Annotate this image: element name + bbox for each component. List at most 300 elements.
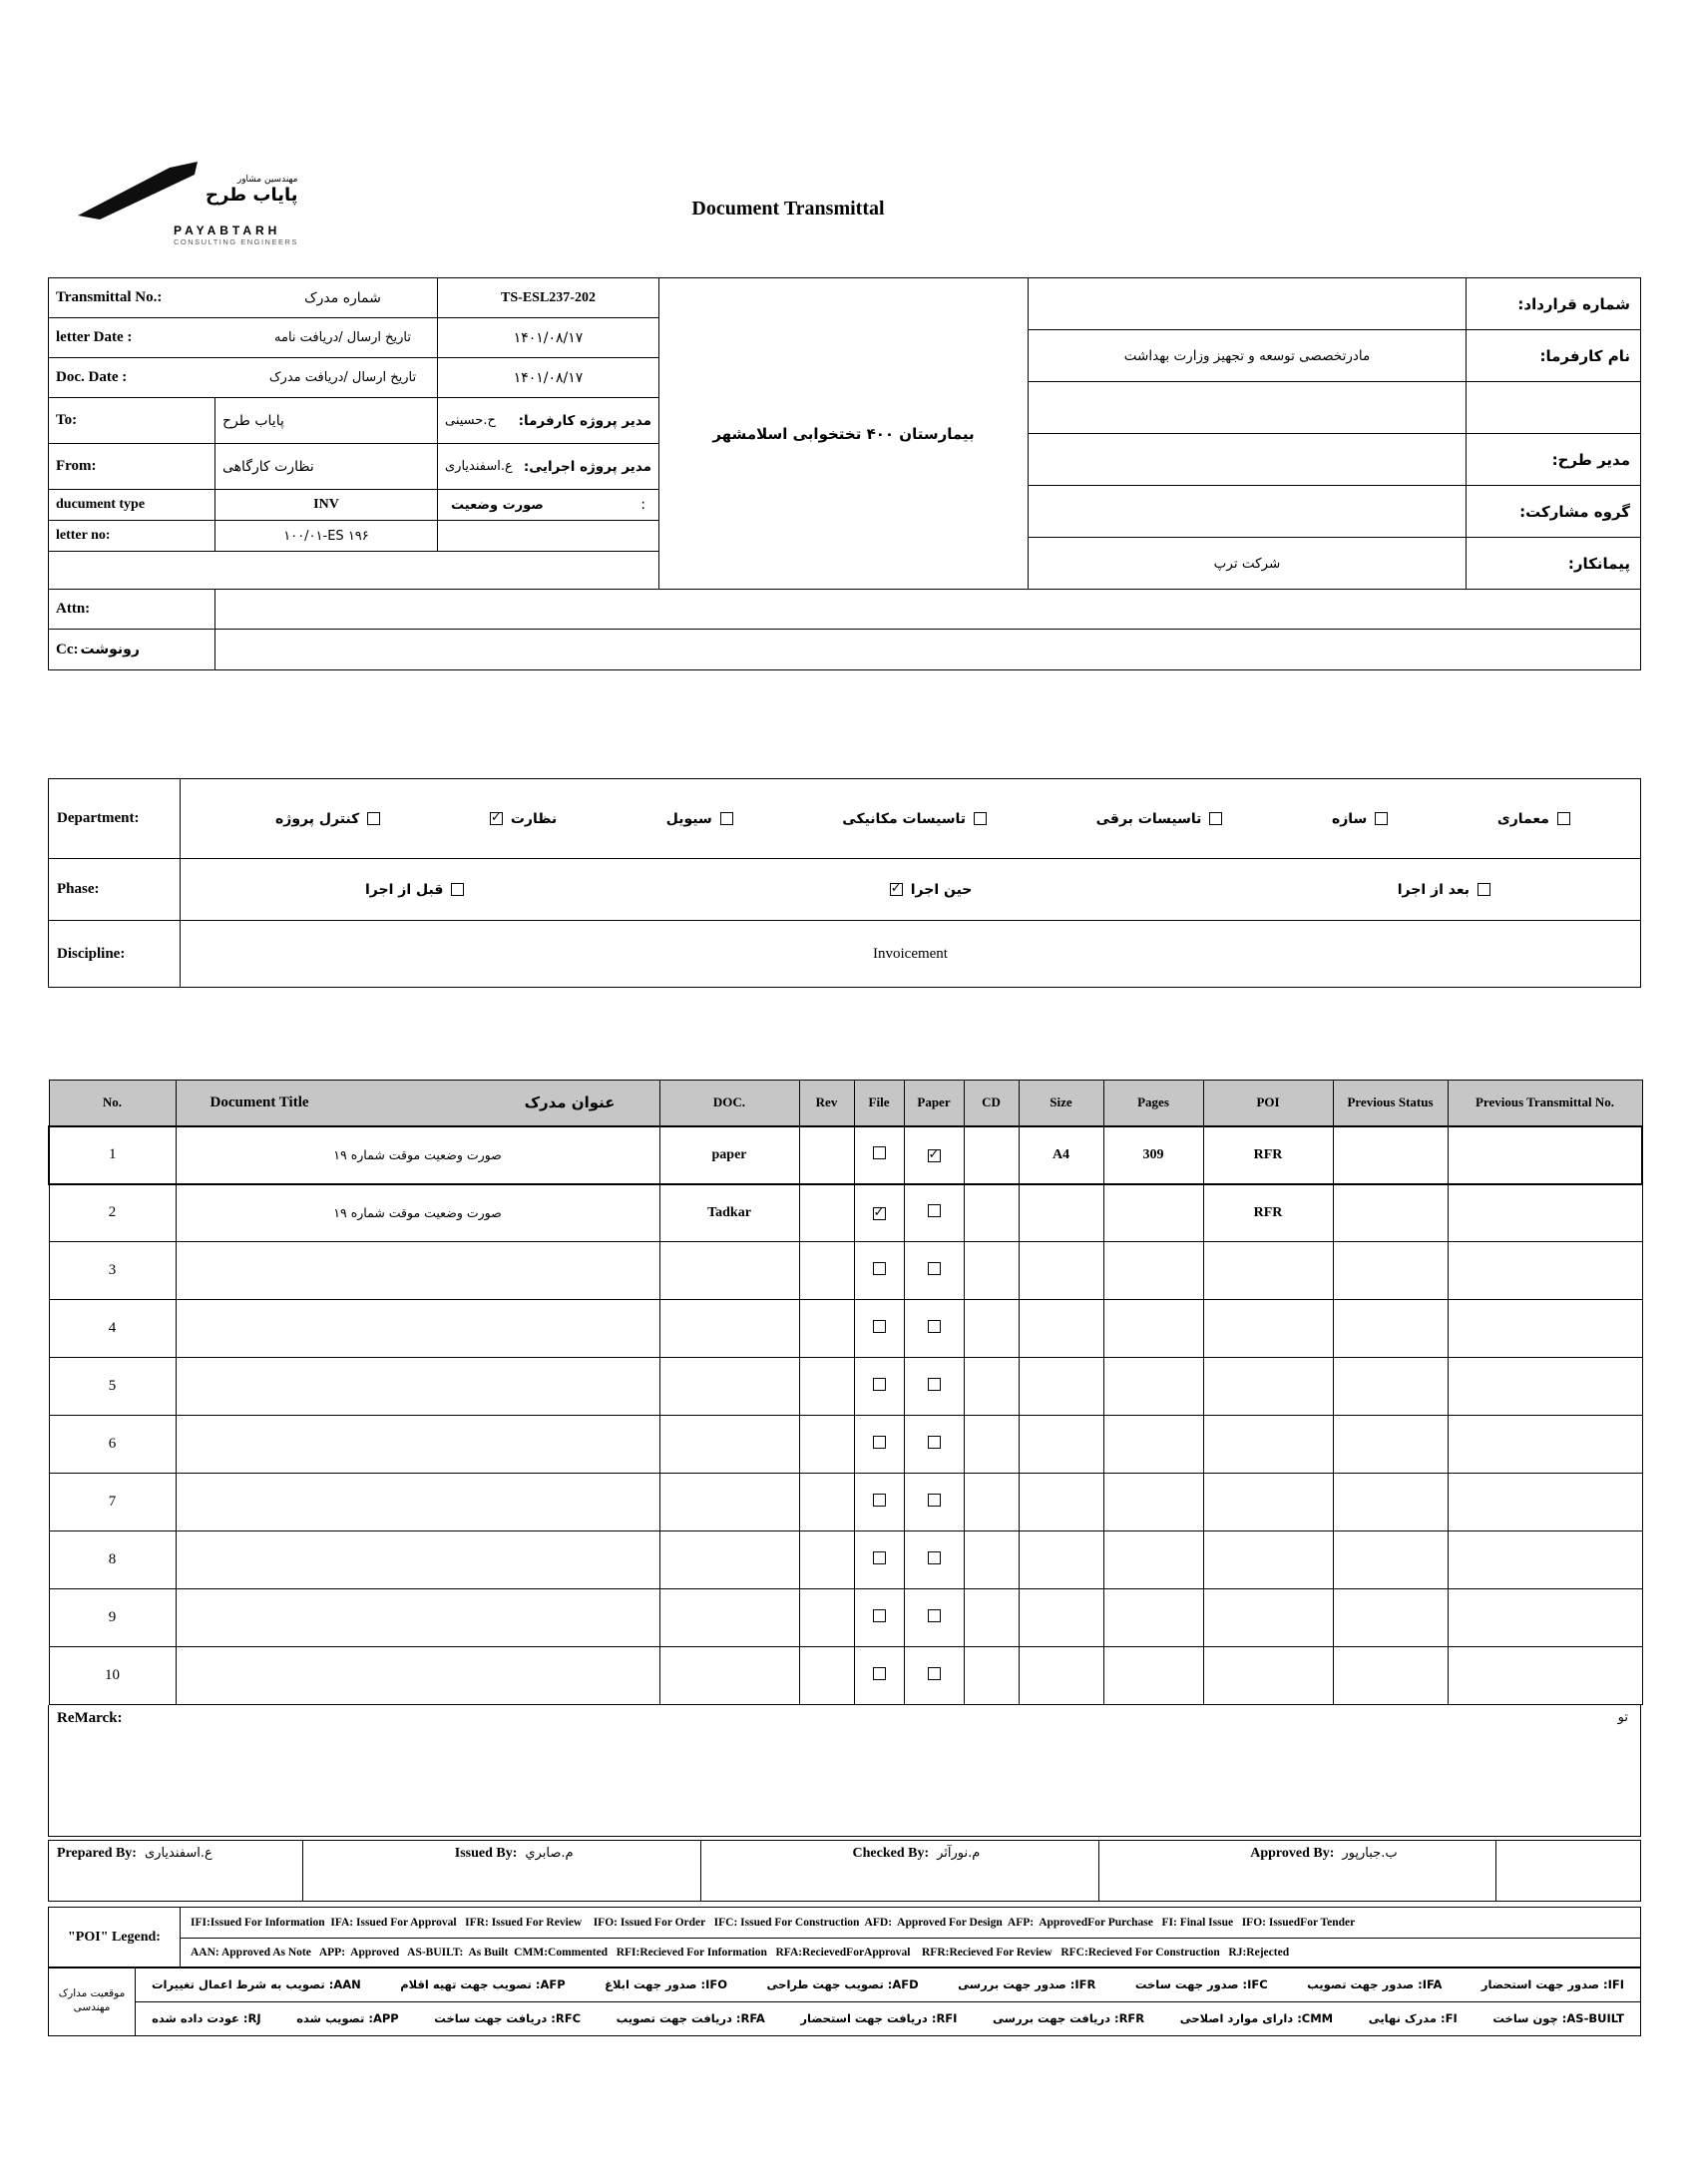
- document-type-colon: :: [640, 497, 645, 513]
- department-option: [666, 811, 733, 827]
- header-right-block: [1029, 278, 1640, 589]
- phase-checkbox[interactable]: [1477, 883, 1490, 896]
- doc-type: [659, 1589, 799, 1647]
- department-option-label: تاسیسات برقی: [1095, 810, 1202, 827]
- doc-poi: [1203, 1531, 1333, 1589]
- doc-no: 1: [49, 1126, 176, 1184]
- doc-file-cell: [854, 1126, 904, 1184]
- doc-prev-transmittal: [1448, 1416, 1642, 1474]
- doc-title: [176, 1474, 659, 1531]
- transmittal-no-value: TS-ESL237-202: [437, 278, 658, 317]
- doc-cd: [964, 1589, 1019, 1647]
- department-checkbox[interactable]: [720, 812, 733, 825]
- from-value: نظارت کارگاهی: [222, 458, 314, 475]
- remark-box: [48, 1705, 1641, 1837]
- doc-title: [176, 1416, 659, 1474]
- fa-legend: [48, 1966, 1641, 2036]
- doc-prev-status: [1333, 1531, 1448, 1589]
- doc-title: صورت وضعیت موقت شماره ۱۹: [176, 1126, 659, 1184]
- department-option-label: نظارت: [510, 810, 558, 827]
- file-checkbox[interactable]: [873, 1378, 886, 1391]
- fa-legend-item: RFR: دریافت جهت بررسی: [993, 2011, 1145, 2026]
- doc-size: [1019, 1242, 1103, 1300]
- doc-type: Tadkar: [659, 1184, 799, 1242]
- doc-file-cell: [854, 1647, 904, 1705]
- signature-block: [845, 1841, 1243, 1901]
- doc-cd: [964, 1416, 1019, 1474]
- doc-prev-status: [1333, 1474, 1448, 1531]
- contract-info-label: نام کارفرما:: [1466, 330, 1640, 381]
- department-option: [1096, 811, 1223, 827]
- fa-legend-item: IFO: صدور جهت ابلاغ: [605, 1976, 728, 1991]
- doc-paper-cell: [904, 1647, 964, 1705]
- signature-value: ع.اسفندیاری: [144, 1846, 212, 1861]
- contract-info-label: شماره قرارداد:: [1466, 278, 1640, 329]
- department-option: [1497, 811, 1570, 827]
- signature-block: [49, 1841, 447, 1901]
- to-value: پایاب طرح: [222, 412, 284, 429]
- phase-checkbox[interactable]: [451, 883, 464, 896]
- doc-pages: [1103, 1474, 1203, 1531]
- doc-prev-transmittal: [1448, 1242, 1642, 1300]
- file-checkbox[interactable]: [873, 1667, 886, 1680]
- doc-paper-cell: [904, 1126, 964, 1184]
- fa-legend-item: RFC: دریافت جهت ساخت: [434, 2011, 582, 2026]
- fa-legend-item: RFA: دریافت جهت تصویب: [616, 2011, 765, 2026]
- doc-date-label-fa: تاریخ ارسال /دریافت مدرک: [268, 370, 417, 385]
- contract-info-label: مدیر طرح:: [1466, 434, 1640, 485]
- file-checkbox[interactable]: [873, 1262, 886, 1275]
- document-row: [49, 1126, 1642, 1184]
- file-checkbox[interactable]: [873, 1494, 886, 1507]
- letter-date-value: ۱۴۰۱/۰۸/۱۷: [437, 318, 658, 357]
- doc-prev-transmittal: [1448, 1647, 1642, 1705]
- contract-info-row: [1029, 434, 1640, 486]
- fa-legend-item: FI: مدرک نهایی: [1368, 2011, 1458, 2026]
- document-row: [49, 1300, 1642, 1358]
- paper-checkbox[interactable]: [928, 1436, 941, 1449]
- document-row: [49, 1184, 1642, 1242]
- doc-size: [1019, 1300, 1103, 1358]
- doc-poi: [1203, 1589, 1333, 1647]
- fa-legend-item: IFA: صدور جهت تصویب: [1307, 1976, 1443, 1991]
- header-left-filler: [49, 552, 658, 589]
- doc-prev-transmittal: [1448, 1184, 1642, 1242]
- doc-title: [176, 1531, 659, 1589]
- doc-cd: [964, 1647, 1019, 1705]
- document-row: [49, 1531, 1642, 1589]
- doc-rev: [799, 1647, 854, 1705]
- remark-label: ReMarck:: [57, 1710, 123, 1726]
- doc-no: 5: [49, 1358, 176, 1416]
- doc-poi: [1203, 1647, 1333, 1705]
- signature-box: [49, 1841, 303, 1901]
- doc-date-value: ۱۴۰۱/۰۸/۱۷: [437, 358, 658, 397]
- page-title: Document Transmittal: [691, 198, 885, 219]
- fa-legend-item: IFR: صدور جهت بررسی: [958, 1976, 1096, 1991]
- doc-rev: [799, 1416, 854, 1474]
- paper-checkbox[interactable]: [928, 1149, 941, 1162]
- doc-paper-cell: [904, 1242, 964, 1300]
- phase-checkbox[interactable]: [890, 883, 903, 896]
- paper-checkbox[interactable]: [928, 1204, 941, 1217]
- phase-row: [49, 859, 1640, 921]
- doc-pages: [1103, 1358, 1203, 1416]
- signature-label: Checked By:: [852, 1846, 930, 1861]
- doc-cd: [964, 1358, 1019, 1416]
- doc-prev-status: [1333, 1416, 1448, 1474]
- letter-date-label-en: letter Date :: [56, 329, 133, 345]
- department-checkbox[interactable]: [974, 812, 987, 825]
- doc-cd: [964, 1242, 1019, 1300]
- col-header-file: File: [854, 1081, 904, 1126]
- cc-label-en: Cc:: [56, 641, 79, 657]
- fa-legend-item: AFD: تصویب جهت طراحی: [766, 1976, 919, 1991]
- phase-option: [1398, 882, 1490, 898]
- discipline-label: Discipline:: [49, 921, 181, 987]
- document-type-value: INV: [313, 497, 339, 512]
- doc-size: [1019, 1474, 1103, 1531]
- doc-pages: [1103, 1184, 1203, 1242]
- doc-file-cell: [854, 1474, 904, 1531]
- doc-poi: [1203, 1242, 1333, 1300]
- doc-rev: [799, 1126, 854, 1184]
- client-pm-label: مدیر پروژه کارفرما:: [518, 412, 651, 429]
- signature-value: م.صابري: [525, 1846, 574, 1861]
- poi-legend-label: "POI" Legend:: [49, 1908, 181, 1967]
- doc-prev-transmittal: [1448, 1474, 1642, 1531]
- doc-type: [659, 1474, 799, 1531]
- doc-type: paper: [659, 1126, 799, 1184]
- to-label: To:: [49, 398, 215, 443]
- doc-file-cell: [854, 1358, 904, 1416]
- poi-legend: [48, 1907, 1641, 1968]
- paper-checkbox[interactable]: [928, 1378, 941, 1391]
- paper-checkbox[interactable]: [928, 1320, 941, 1333]
- exec-pm-value: ع.اسفندیاری: [445, 459, 513, 474]
- doc-type: [659, 1300, 799, 1358]
- doc-file-cell: [854, 1589, 904, 1647]
- exec-pm-label: مدیر پروژه اجرایی:: [523, 458, 651, 475]
- department-checkbox[interactable]: [1557, 812, 1570, 825]
- doc-pages: 309: [1103, 1126, 1203, 1184]
- doc-prev-status: [1333, 1242, 1448, 1300]
- classification-table: [48, 778, 1641, 988]
- doc-prev-transmittal: [1448, 1589, 1642, 1647]
- file-checkbox[interactable]: [873, 1609, 886, 1622]
- doc-file-cell: [854, 1416, 904, 1474]
- col-header-paper: Paper: [904, 1081, 964, 1126]
- document-type-row: [49, 490, 658, 521]
- col-header-doc: DOC.: [659, 1081, 799, 1126]
- paper-checkbox[interactable]: [928, 1262, 941, 1275]
- contract-info-value: شرکت ترپ: [1213, 555, 1281, 572]
- col-header-prev-status: Previous Status: [1333, 1081, 1448, 1126]
- contract-info-row: [1029, 330, 1640, 382]
- doc-no: 4: [49, 1300, 176, 1358]
- doc-paper-cell: [904, 1531, 964, 1589]
- doc-prev-status: [1333, 1358, 1448, 1416]
- file-checkbox[interactable]: [873, 1436, 886, 1449]
- phase-option-label: بعد از اجرا: [1397, 881, 1470, 898]
- department-option: [842, 811, 987, 827]
- doc-poi: [1203, 1474, 1333, 1531]
- doc-size: [1019, 1184, 1103, 1242]
- col-header-pages: Pages: [1103, 1081, 1203, 1126]
- signatures-row: [48, 1840, 1641, 1902]
- doc-prev-status: [1333, 1300, 1448, 1358]
- contract-info-label: [1466, 382, 1640, 433]
- col-header-size: Size: [1019, 1081, 1103, 1126]
- doc-rev: [799, 1358, 854, 1416]
- attn-label: Attn:: [49, 590, 215, 629]
- doc-cd: [964, 1184, 1019, 1242]
- phase-option: [890, 882, 973, 898]
- fa-legend-item: RJ: عودت داده شده: [152, 2011, 261, 2026]
- doc-no: 8: [49, 1531, 176, 1589]
- doc-title: [176, 1242, 659, 1300]
- phase-option: [365, 882, 464, 898]
- letter-no-value: ۱۰۰/۰۱-ES ۱۹۶: [283, 528, 369, 544]
- doc-paper-cell: [904, 1358, 964, 1416]
- contract-info-value: [1029, 486, 1466, 537]
- col-header-title-fa: عنوان مدرک: [524, 1093, 616, 1112]
- doc-paper-cell: [904, 1416, 964, 1474]
- doc-prev-status: [1333, 1126, 1448, 1184]
- document-row: [49, 1416, 1642, 1474]
- col-header-prev-transmittal: Previous Transmittal No.: [1448, 1081, 1642, 1126]
- contract-info-value: [1029, 434, 1466, 485]
- from-row: [49, 444, 658, 490]
- doc-paper-cell: [904, 1589, 964, 1647]
- doc-size: [1019, 1647, 1103, 1705]
- doc-file-cell: [854, 1242, 904, 1300]
- doc-no: 3: [49, 1242, 176, 1300]
- doc-title: صورت وضعیت موقت شماره ۱۹: [176, 1184, 659, 1242]
- contract-info-value: مادرتخصصی توسعه و تجهیز وزارت بهداشت: [1123, 347, 1371, 364]
- doc-file-cell: [854, 1184, 904, 1242]
- doc-cd: [964, 1300, 1019, 1358]
- fa-legend-item: IFC: صدور جهت ساخت: [1134, 1976, 1268, 1991]
- phase-option-label: حین اجرا: [910, 881, 973, 898]
- transmittal-no-label-en: Transmittal No.:: [56, 289, 163, 305]
- file-checkbox[interactable]: [873, 1320, 886, 1333]
- doc-no: 7: [49, 1474, 176, 1531]
- logo-fa-tagline: مهندسین مشاور: [236, 175, 298, 186]
- to-row: [49, 398, 658, 444]
- col-header-poi: POI: [1203, 1081, 1333, 1126]
- doc-prev-status: [1333, 1184, 1448, 1242]
- doc-pages: [1103, 1531, 1203, 1589]
- col-header-title: [176, 1081, 659, 1126]
- doc-poi: RFR: [1203, 1126, 1333, 1184]
- signature-label: Prepared By:: [57, 1846, 137, 1861]
- doc-date-label-en: Doc. Date :: [56, 369, 128, 385]
- department-checkbox[interactable]: [490, 812, 503, 825]
- doc-type: [659, 1531, 799, 1589]
- contract-info-row: [1029, 486, 1640, 538]
- col-header-rev: Rev: [799, 1081, 854, 1126]
- doc-rev: [799, 1242, 854, 1300]
- doc-poi: [1203, 1416, 1333, 1474]
- department-option-label: کنترل پروژه: [275, 810, 360, 827]
- department-label: Department:: [49, 779, 181, 858]
- letter-no-label: letter no:: [49, 521, 215, 551]
- doc-prev-transmittal: [1448, 1300, 1642, 1358]
- fa-legend-item: CMM: دارای موارد اصلاحی: [1179, 2011, 1334, 2026]
- client-pm-value: ح.حسینی: [445, 413, 496, 428]
- file-checkbox[interactable]: [873, 1551, 886, 1564]
- doc-title: [176, 1300, 659, 1358]
- doc-title: [176, 1358, 659, 1416]
- remark-note: تو: [1617, 1710, 1628, 1725]
- doc-paper-cell: [904, 1184, 964, 1242]
- discipline-row: [49, 921, 1640, 987]
- paper-checkbox[interactable]: [928, 1494, 941, 1507]
- fa-legend-item: AS-BUILT: چون ساخت: [1492, 2011, 1624, 2026]
- phase-options: [181, 859, 1640, 920]
- doc-prev-status: [1333, 1589, 1448, 1647]
- cc-row: [49, 630, 1640, 669]
- col-header-title-en: Document Title: [210, 1093, 309, 1110]
- document-row: [49, 1358, 1642, 1416]
- fa-legend-item: APP: تصویب شده: [296, 2011, 399, 2026]
- department-option: [275, 811, 380, 827]
- phase-option-label: قبل از اجرا: [365, 881, 444, 898]
- document-table-header-row: [49, 1081, 1642, 1126]
- contract-info-value: [1029, 382, 1466, 433]
- doc-type: [659, 1242, 799, 1300]
- logo-fa-name: پایاب طرح: [206, 184, 298, 206]
- department-row: [49, 779, 1640, 859]
- phase-label: Phase:: [49, 859, 181, 920]
- letter-date-label-fa: تاریخ ارسال /دریافت نامه: [274, 330, 411, 345]
- contract-info-label: گروه مشارکت:: [1466, 486, 1640, 537]
- fa-legend-row1: [136, 1967, 1640, 2002]
- signature-block: [1242, 1841, 1640, 1901]
- transmittal-no-row: [49, 278, 658, 318]
- letter-date-row: [49, 318, 658, 358]
- attn-value: [215, 590, 1640, 629]
- department-options: [181, 779, 1640, 858]
- doc-rev: [799, 1300, 854, 1358]
- signature-box: [447, 1841, 701, 1901]
- doc-cd: [964, 1126, 1019, 1184]
- document-type-fa: صورت وضعیت: [451, 497, 544, 513]
- doc-paper-cell: [904, 1474, 964, 1531]
- col-header-no: No.: [49, 1081, 176, 1126]
- logo-en-subtitle: CONSULTING ENGINEERS: [174, 237, 298, 246]
- doc-file-cell: [854, 1531, 904, 1589]
- doc-no: 10: [49, 1647, 176, 1705]
- contract-info-row: [1029, 382, 1640, 434]
- doc-size: [1019, 1358, 1103, 1416]
- department-option-label: سازه: [1331, 810, 1368, 827]
- doc-rev: [799, 1531, 854, 1589]
- contract-info-row: [1029, 538, 1640, 589]
- doc-rev: [799, 1474, 854, 1531]
- fa-legend-item: AAN: تصویب به شرط اعمال تغییرات: [152, 1976, 361, 1991]
- doc-prev-status: [1333, 1647, 1448, 1705]
- file-checkbox[interactable]: [873, 1146, 886, 1159]
- department-option-label: معماری: [1496, 810, 1549, 827]
- cc-value: [215, 630, 1640, 669]
- signature-value: م.نورآثر: [937, 1846, 981, 1861]
- signature-label: Issued By:: [454, 1846, 518, 1861]
- fa-legend-item: IFI: صدور جهت استحضار: [1480, 1976, 1624, 1991]
- department-option-label: تاسیسات مکانیکی: [842, 810, 967, 827]
- department-option: [490, 811, 557, 827]
- fa-legend-side-label: موقعیت مدارک مهندسی: [49, 1967, 136, 2035]
- document-row: [49, 1647, 1642, 1705]
- fa-legend-item: AFP: تصویب جهت تهیه اقلام: [400, 1976, 566, 1991]
- signature-box: [1242, 1841, 1496, 1901]
- doc-poi: [1203, 1300, 1333, 1358]
- department-option-label: سیویل: [665, 810, 712, 827]
- document-type-label: ducument type: [49, 490, 215, 520]
- document-row: [49, 1474, 1642, 1531]
- document-row: [49, 1589, 1642, 1647]
- from-label: From:: [49, 444, 215, 489]
- logo-en-name: PAYABTARH: [174, 223, 281, 237]
- file-checkbox[interactable]: [873, 1207, 886, 1220]
- paper-checkbox[interactable]: [928, 1609, 941, 1622]
- letter-no-row: [49, 521, 658, 552]
- poi-legend-line2: AAN: Approved As Note APP: Approved AS-BUILT: As Built CMM:Commented RFI:Recieved For Information RFA:RecievedForApproval RFR:Recieved For Review RFC:Recieved For Construction RJ:Rejected: [191, 1947, 1290, 1960]
- doc-prev-transmittal: [1448, 1358, 1642, 1416]
- doc-prev-transmittal: [1448, 1126, 1642, 1184]
- fa-legend-row2: [136, 2002, 1640, 2036]
- doc-size: [1019, 1416, 1103, 1474]
- signature-box: [845, 1841, 1099, 1901]
- fa-legend-item: RFI: دریافت جهت استحضار: [800, 2011, 958, 2026]
- header-left-block: [49, 278, 659, 589]
- paper-checkbox[interactable]: [928, 1551, 941, 1564]
- discipline-value: Invoicement: [873, 945, 948, 962]
- doc-size: [1019, 1531, 1103, 1589]
- doc-cd: [964, 1474, 1019, 1531]
- document-row: [49, 1242, 1642, 1300]
- signature-label: Approved By:: [1250, 1846, 1335, 1861]
- doc-size: A4: [1019, 1126, 1103, 1184]
- department-option: [1332, 811, 1388, 827]
- doc-poi: RFR: [1203, 1184, 1333, 1242]
- attn-row: [49, 590, 1640, 630]
- department-checkbox[interactable]: [367, 812, 380, 825]
- department-checkbox[interactable]: [1209, 812, 1222, 825]
- doc-pages: [1103, 1300, 1203, 1358]
- doc-no: 6: [49, 1416, 176, 1474]
- department-checkbox[interactable]: [1375, 812, 1388, 825]
- doc-pages: [1103, 1589, 1203, 1647]
- project-name: بیمارستان ۴۰۰ تختخوابی اسلامشهر: [659, 278, 1029, 589]
- doc-no: 9: [49, 1589, 176, 1647]
- doc-type: [659, 1416, 799, 1474]
- doc-title: [176, 1589, 659, 1647]
- doc-file-cell: [854, 1300, 904, 1358]
- doc-type: [659, 1358, 799, 1416]
- doc-cd: [964, 1531, 1019, 1589]
- doc-size: [1019, 1589, 1103, 1647]
- transmittal-header-table: [48, 277, 1641, 670]
- paper-checkbox[interactable]: [928, 1667, 941, 1680]
- doc-paper-cell: [904, 1300, 964, 1358]
- doc-prev-transmittal: [1448, 1531, 1642, 1589]
- doc-rev: [799, 1589, 854, 1647]
- cc-label-fa: رونوشت: [80, 642, 140, 657]
- document-list-table: [48, 1080, 1643, 1705]
- doc-pages: [1103, 1416, 1203, 1474]
